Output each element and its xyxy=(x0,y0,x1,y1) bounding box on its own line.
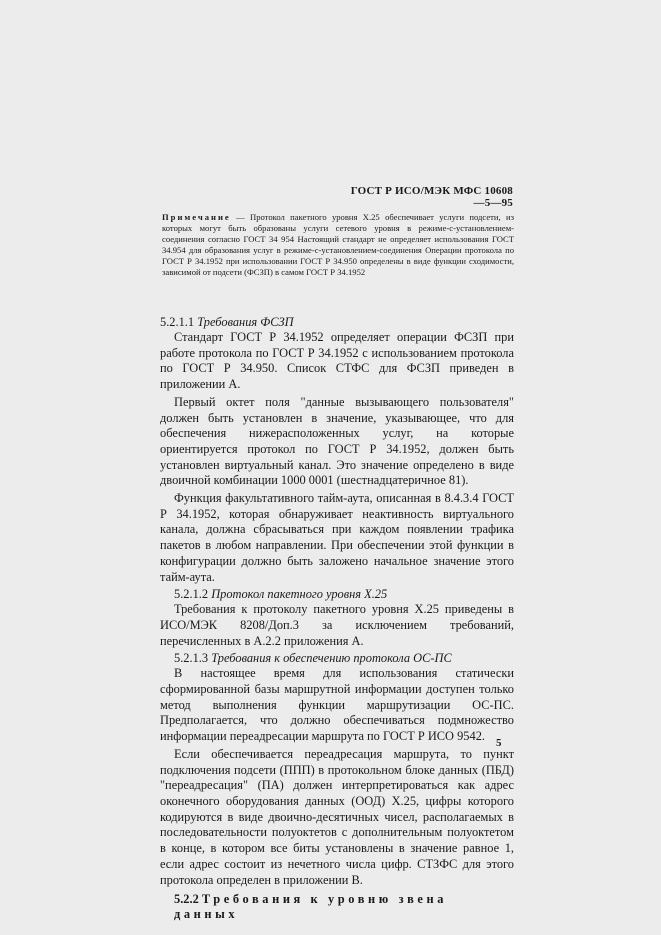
paragraph: В настоящее время для использования статически сформированной базы маршрутной информации доступен только метод выполнения функции маршрутизации ОС-ПС. Предполагается, что должно обеспечиваться подмножество информации переадресации маршрута по ГОСТ Р ИСО 9542. xyxy=(160,666,514,744)
paragraph: Функция факультативного тайм-аута, описанная в 8.4.3.4 ГОСТ Р 34.1952, которая обнаруживает неактивность виртуального канала, должна сбрасываться при каждом появлении трафика пакетов в любом направлении. При обеспечении этой функции в конфигурации должно быть заложено начальное значение этого тайм-аута. xyxy=(160,491,514,584)
paragraph: Если обеспечивается переадресация маршрута, то пункт подключения подсети (ППП) в протокольном блоке данных (ПБД) "переадресация" (ПА) должен интерпретироваться как адрес оконечного оборудования данных (ООД) X.25, цифры которого кодируются в виде двоично-десятичных чисел, располагаемых в последовательности полуоктетов с дополнительным полуоктетом в конце, в котором все биты установлены в значение равное 1, если адрес состоит из нечетного числа цифр. СТЗФС для этого протокола определен в приложении В. xyxy=(160,746,514,887)
paragraph: Первый октет поля "данные вызывающего пользователя" должен быть установлен в значение, указывающее, что для обеспечения нижерасположенных услуг, на которые ориентируется протокол по ГОСТ Р 34.1952, должен быть установлен виртуальный канал. Это значение определено в виде двоичной комбинации 1000 0001 (шестнадцатеричное 81). xyxy=(160,394,514,488)
section-title: Требования к обеспечению протокола ОС-ПС xyxy=(211,651,452,666)
section-heading-5-2-1-2 xyxy=(160,587,514,602)
standard-code-header: ГОСТ Р ИСО/МЭК МФС 10608—5—95 xyxy=(350,185,513,209)
paragraph: Стандарт ГОСТ Р 34.1952 определяет операции ФСЗП при работе протокола по ГОСТ Р 34.1952 с использованием протокола по ГОСТ Р 34.950. Список СТФС для ФСЗП приведен в приложении А. xyxy=(160,330,514,392)
section-heading-5-2-1-3 xyxy=(160,651,514,666)
section-title: Требования к уровню звена данных xyxy=(174,892,448,922)
note-block xyxy=(162,212,514,277)
section-heading-5-2-1-1 xyxy=(160,315,514,330)
section-heading-5-2-2 xyxy=(160,892,514,922)
section-number: 5.2.1.3 xyxy=(174,651,209,666)
page-number: 5 xyxy=(496,737,502,749)
note-text: — Протокол пакетного уровня X.25 обеспечивает услуги подсети, из которых могут быть образованы услуги сетевого уровня в режиме-с-установлением-соединения согласно ГОСТ 34 954 Настоящий стандарт не определяет использования ГОСТ 34.954 для образования услуг в режиме-с-установлением-соединения Операции протокола по ГОСТ Р 34.1952 при использовании ГОСТ Р 34.950 определены в виде функции сходимости, зависимой от подсети (ФСЗП) в самом ГОСТ Р 34.1952 xyxy=(162,212,514,277)
main-text xyxy=(160,315,514,922)
section-title: Требования ФСЗП xyxy=(197,315,294,329)
section-number: 5.2.2 xyxy=(174,892,199,907)
section-number: 5.2.1.1 xyxy=(160,315,195,329)
section-title: Протокол пакетного уровня X.25 xyxy=(211,587,388,602)
note-lead: Примечание xyxy=(162,212,231,222)
paragraph: Требования к протоколу пакетного уровня X.25 приведены в ИСО/МЭК 8208/Доп.3 за исключением требований, перечисленных в А.2.2 приложения А. xyxy=(160,602,514,648)
section-number: 5.2.1.2 xyxy=(174,587,209,602)
